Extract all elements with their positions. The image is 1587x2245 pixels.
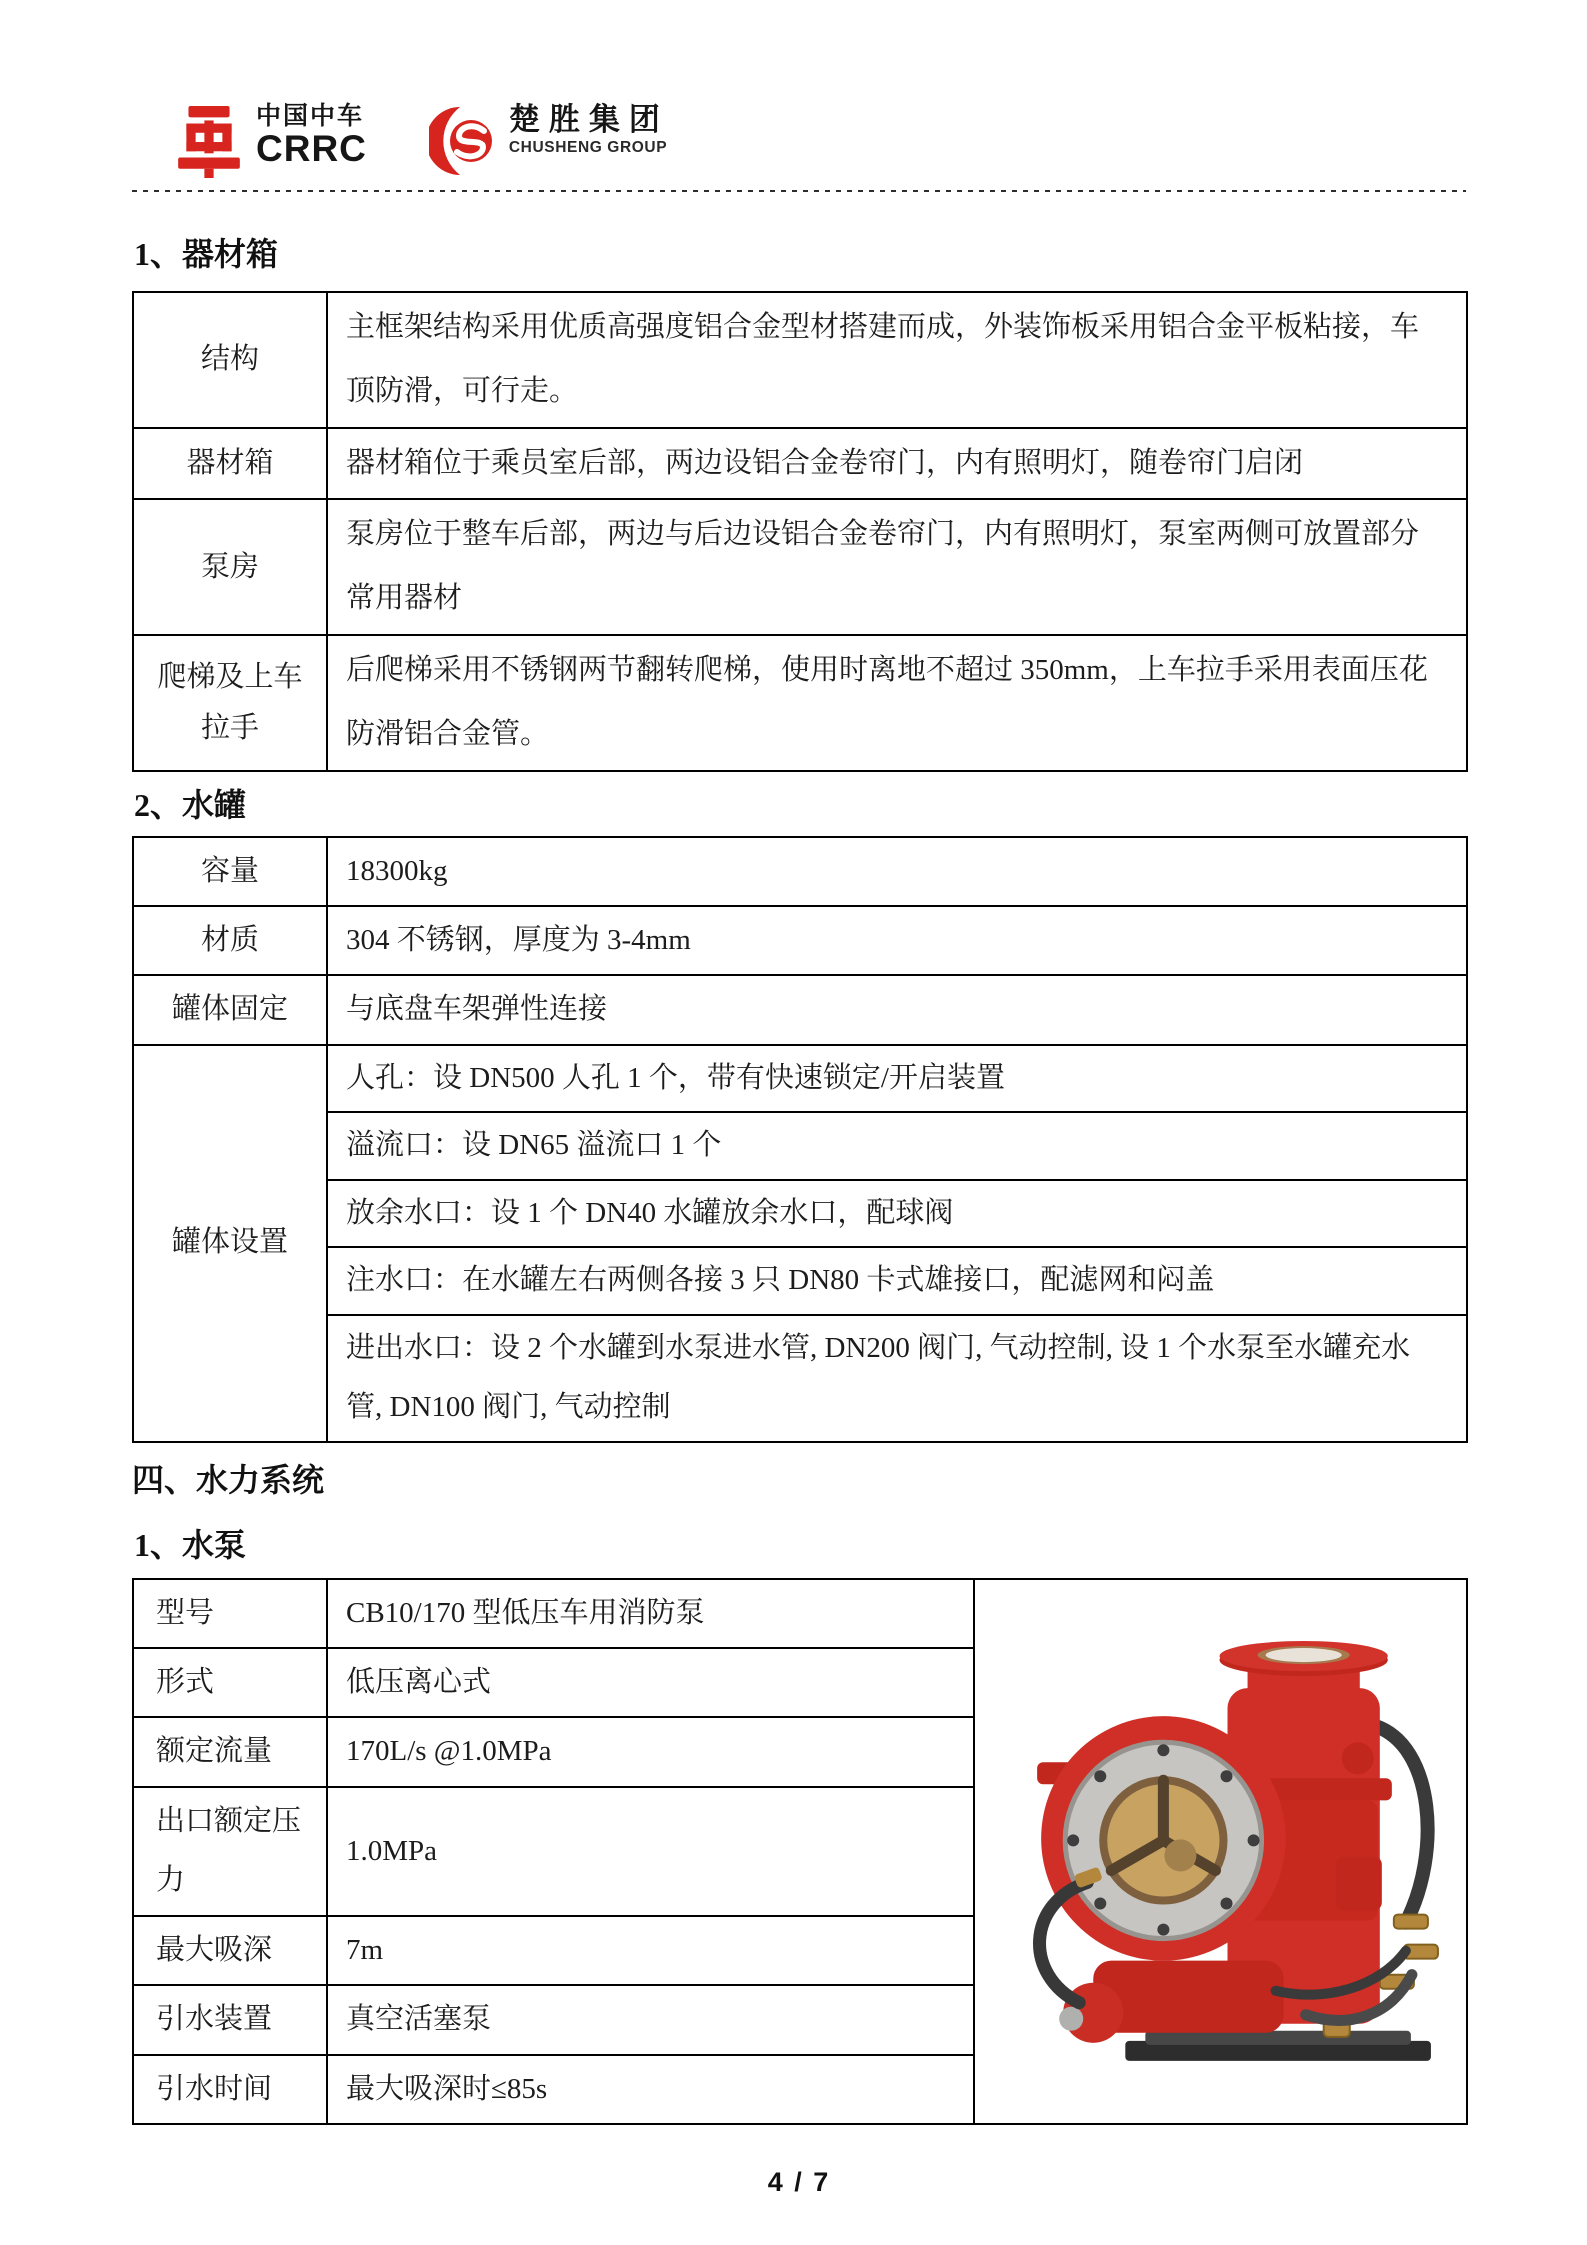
section-title-hydraulic-system: 四、水力系统 — [132, 1461, 325, 1498]
row-value-cell: 后爬梯采用不锈钢两节翻转爬梯，使用时离地不超过 350mm，上车拉手采用表面压花防滑铝合金管。 — [327, 635, 1467, 771]
row-value-cell: 器材箱位于乘员室后部，两边设铝合金卷帘门，内有照明灯，随卷帘门启闭 — [327, 428, 1467, 500]
equipment-box-table — [132, 291, 1468, 772]
row-label-cell: 结构 — [133, 292, 327, 428]
row-label-cell: 引水装置 — [133, 1985, 327, 2054]
row-label-cell: 爬梯及上车拉手 — [133, 635, 327, 771]
table-row — [133, 499, 1467, 635]
row-value-cell: 304 不锈钢，厚度为 3-4mm — [327, 906, 1467, 975]
row-value-cell: 7m — [327, 1916, 974, 1985]
row-value-cell: 低压离心式 — [327, 1648, 974, 1717]
table-row — [133, 292, 1467, 428]
row-label-cell: 罐体固定 — [133, 975, 327, 1044]
row-label-cell: 罐体设置 — [133, 1045, 327, 1442]
row-label-cell: 型号 — [133, 1579, 327, 1648]
table-row — [133, 428, 1467, 500]
table-row — [133, 1247, 1467, 1314]
section-title-water-pump: 1、水泵 — [134, 1526, 247, 1563]
table-row — [133, 635, 1467, 771]
table-row — [133, 1112, 1467, 1179]
row-label-cell: 最大吸深 — [133, 1916, 327, 1985]
table-row — [133, 906, 1467, 975]
chusheng-name-cn: 楚胜集团 — [508, 102, 669, 137]
section-title-equipment-box: 1、器材箱 — [134, 236, 279, 272]
water-tank-table — [132, 836, 1468, 1443]
table-row — [133, 1180, 1467, 1247]
row-label-cell: 额定流量 — [133, 1717, 327, 1786]
crrc-name-en: CRRC — [256, 128, 367, 169]
table-row — [133, 837, 1467, 906]
row-label-cell: 引水时间 — [133, 2055, 327, 2124]
row-value-cell: 人孔：设 DN500 人孔 1 个，带有快速锁定/开启装置 — [327, 1045, 1467, 1112]
table-row — [133, 975, 1467, 1044]
chusheng-mark-icon — [429, 104, 495, 183]
page-number: 4 / 7 — [767, 2167, 831, 2198]
row-label-cell: 泵房 — [133, 499, 327, 635]
row-value-cell: 进出水口：设 2 个水罐到水泵进水管, DN200 阀门, 气动控制, 设 1 个水泵至水罐充水管, DN100 阀门, 气动控制 — [327, 1315, 1467, 1442]
row-value-cell: 溢流口：设 DN65 溢流口 1 个 — [327, 1112, 1467, 1179]
crrc-mark-icon — [178, 104, 240, 183]
crrc-logo — [256, 102, 367, 169]
table-row — [133, 1045, 1467, 1112]
table-row — [133, 1579, 1467, 1648]
water-pump-table — [132, 1578, 1468, 2126]
row-value-cell: 放余水口：设 1 个 DN40 水罐放余水口，配球阀 — [327, 1180, 1467, 1247]
chusheng-name-en: CHUSHENG GROUP — [508, 138, 668, 156]
row-value-cell: 注水口：在水罐左右两侧各接 3 只 DN80 卡式雄接口，配滤网和闷盖 — [327, 1247, 1467, 1314]
row-value-cell: 主框架结构采用优质高强度铝合金型材搭建而成，外装饰板采用铝合金平板粘接，车顶防滑，可行走。 — [327, 292, 1467, 428]
header-logos — [178, 104, 1466, 182]
row-label-cell: 容量 — [133, 837, 327, 906]
section-title-water-tank: 2、水罐 — [134, 786, 247, 823]
chusheng-logo — [429, 104, 669, 183]
row-value-cell: 170L/s @1.0MPa — [327, 1717, 974, 1786]
fire-pump-illustration — [975, 1630, 1466, 2073]
header-divider — [132, 189, 1466, 192]
table-row — [133, 1315, 1467, 1442]
pump-photo — [974, 1579, 1467, 2125]
crrc-name-cn: 中国中车 — [256, 102, 365, 130]
row-value-cell: 最大吸深时≤85s — [327, 2055, 974, 2124]
chusheng-text — [509, 104, 669, 157]
row-label-cell: 形式 — [133, 1648, 327, 1717]
row-label-cell: 材质 — [133, 906, 327, 975]
row-value-cell: 1.0MPa — [327, 1787, 974, 1916]
row-value-cell: CB10/170 型低压车用消防泵 — [327, 1579, 974, 1648]
row-label-cell: 出口额定压力 — [133, 1787, 327, 1916]
row-value-cell: 18300kg — [327, 837, 1467, 906]
row-value-cell: 与底盘车架弹性连接 — [327, 975, 1467, 1044]
row-value-cell: 真空活塞泵 — [327, 1985, 974, 2054]
row-label-cell: 器材箱 — [133, 428, 327, 500]
row-value-cell: 泵房位于整车后部，两边与后边设铝合金卷帘门，内有照明灯，泵室两侧可放置部分常用器材 — [327, 499, 1467, 635]
